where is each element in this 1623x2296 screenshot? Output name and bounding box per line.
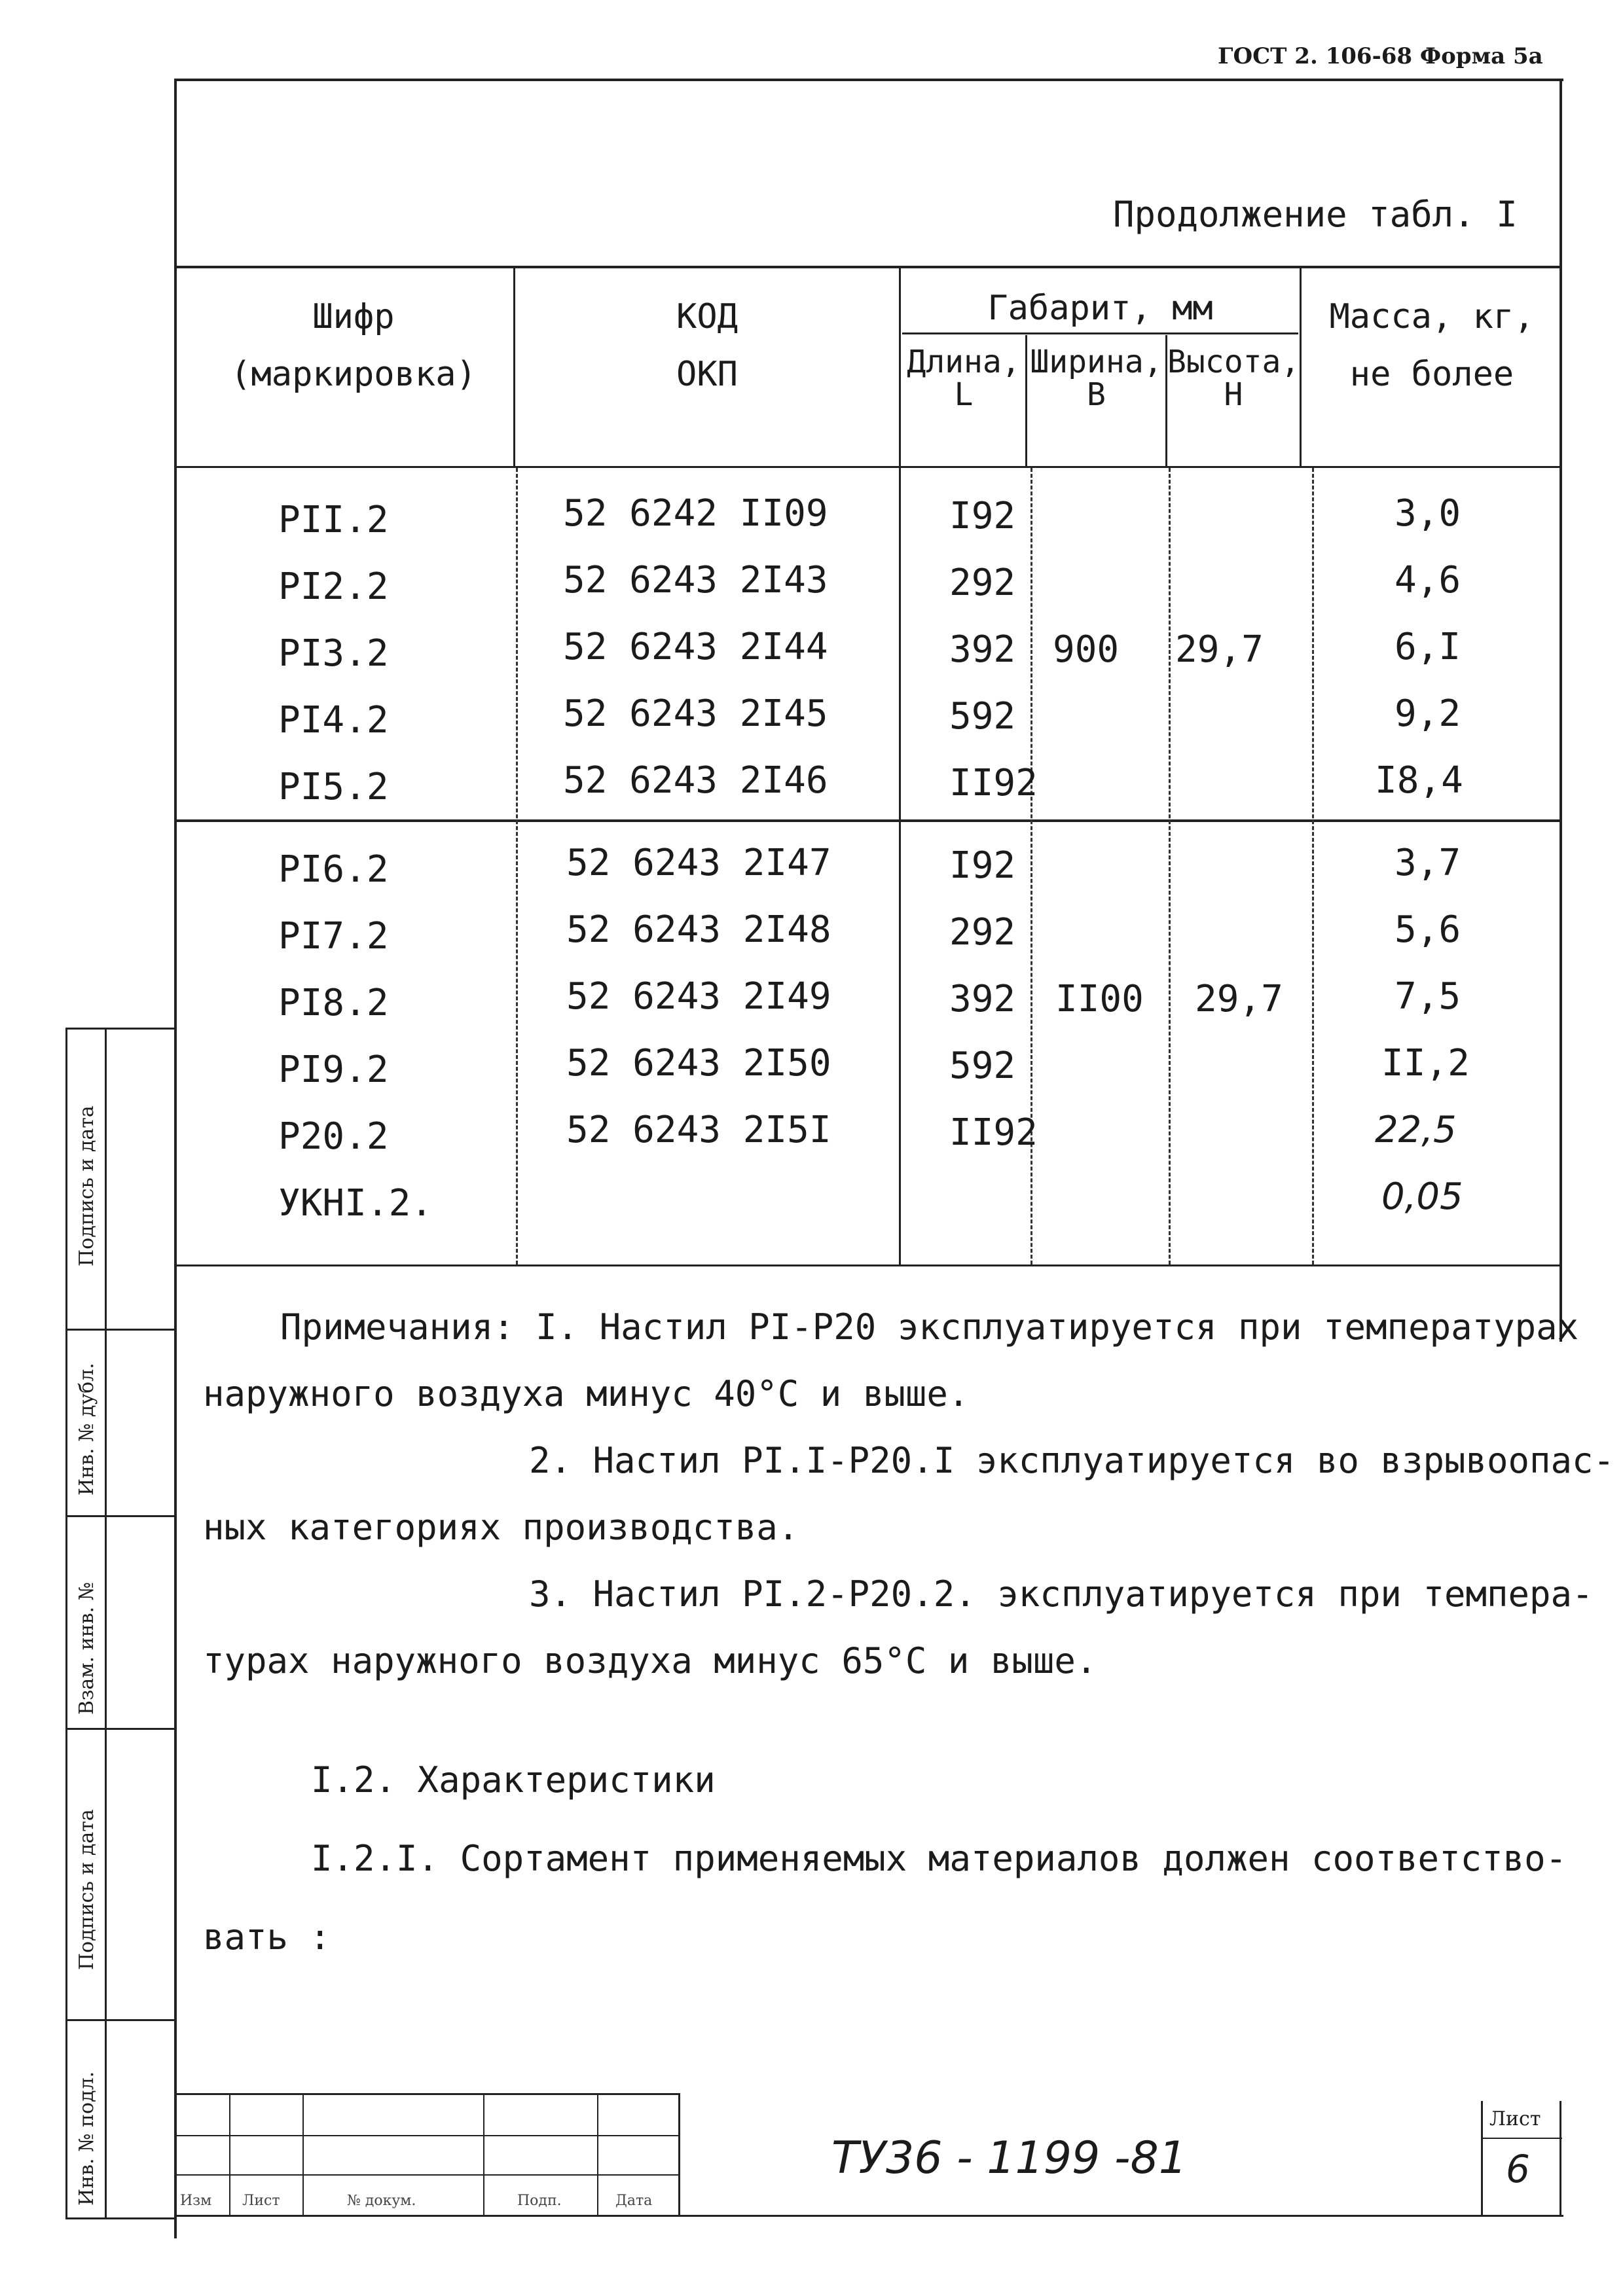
stamp-col: [678, 2093, 680, 2215]
stamp-bottom: [175, 2215, 1563, 2217]
table-row-code: УКНI.2.: [278, 1182, 433, 1225]
stamp-label-sheet: Лист: [242, 2193, 280, 2209]
table-row-mass: 9,2: [1395, 692, 1461, 735]
table-row-length: II92: [949, 1111, 1038, 1154]
section-para-1: I.2.I. Сортамент применяемых материалов должен соответство-: [311, 1838, 1567, 1879]
table-row-mass: 22,5: [1375, 1109, 1457, 1151]
table-row-mass: 4,6: [1395, 559, 1461, 601]
table-row-mass: 6,I: [1395, 626, 1461, 668]
stamp-col: [597, 2093, 598, 2215]
table-row-length: II92: [949, 762, 1038, 804]
note-2a: 2. Настил PI.I-P20.I эксплуатируется во взрывоопас-: [529, 1440, 1615, 1481]
table-row-okp: 52 6243 2I49: [566, 975, 831, 1018]
table-row-okp: 52 6243 2I46: [563, 759, 828, 802]
sheet-label: Лист: [1489, 2108, 1541, 2130]
header-code-line1: Шифр: [312, 297, 395, 336]
table-row-length: I92: [949, 844, 1016, 887]
col-line-1: [513, 266, 515, 466]
stamp-col: [229, 2093, 230, 2215]
note-1a: Примечания: I. Настил PI-P20 эксплуатируется при температурах: [280, 1306, 1579, 1348]
table-row-okp: 52 6242 II09: [563, 492, 828, 535]
col-line-2: [899, 266, 901, 1265]
section-title: I.2. Характеристики: [311, 1759, 716, 1801]
header-bottom: [175, 466, 1562, 468]
table-row-mass: 0,05: [1381, 1175, 1463, 1218]
table-row-length: 592: [949, 695, 1016, 738]
table-row-code: PI5.2: [278, 766, 389, 808]
table-row-code: PI4.2: [278, 699, 389, 742]
header-code-line2: (маркировка): [230, 355, 477, 395]
table-row-okp: 52 6243 2I43: [563, 559, 828, 601]
side-label-dup-inv: Инв. № дубл.: [75, 1363, 98, 1496]
header-okp-line2: ОКП: [676, 355, 738, 395]
table-row-code: PI6.2: [278, 848, 389, 891]
group2-height: 29,7: [1195, 978, 1283, 1020]
side-strip-sep: [65, 1728, 175, 1730]
stamp-label-sign: Подп.: [517, 2193, 562, 2209]
side-label-replace-inv: Взам. инв. №: [75, 1581, 98, 1715]
table-row-length: 592: [949, 1045, 1016, 1087]
note-3b: турах наружного воздуха минус 65°С и выше.: [203, 1640, 1097, 1681]
table-row-okp: 52 6243 2I5I: [566, 1109, 831, 1151]
table-row-mass: 7,5: [1395, 975, 1461, 1018]
header-height-line2: Н: [1224, 376, 1243, 414]
table-row-length: 292: [949, 562, 1016, 604]
group1-height: 29,7: [1175, 628, 1264, 671]
header-length-line2: L: [954, 376, 974, 414]
group1-width: 900: [1053, 628, 1120, 671]
note-2b: ных категориях производства.: [203, 1507, 799, 1548]
sheet-number: 6: [1506, 2147, 1530, 2191]
table-bottom: [175, 1265, 1562, 1266]
stamp-row: [175, 2135, 680, 2136]
side-label-signature-2: Подпись и дата: [75, 1809, 98, 1970]
header-dims: Габарит, мм: [987, 289, 1213, 328]
table-row-code: PI2.2: [278, 565, 389, 608]
table-row-mass: 3,0: [1395, 492, 1461, 535]
table-row-mass: II,2: [1381, 1042, 1470, 1085]
header-width-line1: Ширина,: [1030, 344, 1163, 380]
stamp-sheet-row: [1481, 2138, 1562, 2139]
header-okp-line1: КОД: [676, 297, 738, 336]
header-mass-line2: не более: [1349, 355, 1514, 395]
table-row-code: PII.2: [278, 499, 389, 541]
continuation-label: Продолжение табл. I: [1113, 194, 1518, 235]
document-number: ТУ36 - 1199 -81: [831, 2132, 1188, 2184]
col-line-4-body: [1169, 468, 1171, 1265]
side-label-signature-1: Подпись и дата: [75, 1105, 98, 1266]
frame-top: [175, 79, 1563, 81]
side-strip-sep: [65, 2019, 175, 2021]
table-row-length: 392: [949, 628, 1016, 671]
side-strip-top: [65, 1028, 175, 1030]
table-row-okp: 52 6243 2I48: [566, 908, 831, 951]
col-line-5-body: [1312, 468, 1314, 1265]
stamp-label-change: Изм: [180, 2193, 212, 2209]
stamp-col: [483, 2093, 484, 2215]
stamp-label-doc: № докум.: [347, 2193, 416, 2209]
table-row-length: I92: [949, 495, 1016, 537]
table-row-okp: 52 6243 2I45: [563, 692, 828, 735]
table-row-okp: 52 6243 2I44: [563, 626, 828, 668]
stamp-col: [302, 2093, 304, 2215]
table-row-code: PI7.2: [278, 915, 389, 958]
header-width-line2: В: [1087, 376, 1106, 414]
table-row-code: PI3.2: [278, 632, 389, 675]
section-para-2: вать :: [203, 1916, 331, 1958]
stamp-row: [175, 2174, 680, 2176]
stamp-top: [175, 2093, 680, 2095]
table-top: [175, 266, 1562, 268]
table-row-okp: 52 6243 2I50: [566, 1042, 831, 1085]
table-row-code: P20.2: [278, 1115, 389, 1158]
group-divider: [175, 819, 1562, 822]
frame-left: [174, 79, 177, 2238]
stamp-label-date: Дата: [615, 2193, 653, 2209]
side-strip-mid: [105, 1028, 107, 2219]
form-header: ГОСТ 2. 106-68 Форма 5а: [1218, 43, 1543, 69]
table-row-okp: 52 6243 2I47: [566, 842, 831, 884]
table-row-length: 392: [949, 978, 1016, 1020]
header-okp: [517, 288, 897, 404]
side-strip-sep: [65, 1329, 175, 1331]
header-height-line1: Высота,: [1167, 344, 1300, 380]
header-length: [902, 346, 1025, 412]
side-strip-sep: [65, 1515, 175, 1517]
table-row-length: 292: [949, 911, 1016, 954]
header-mass: [1302, 288, 1562, 404]
header-height: [1167, 346, 1300, 412]
stamp-sheet-col: [1481, 2101, 1483, 2215]
header-width: [1027, 346, 1165, 412]
side-label-orig-inv: Инв. № подл.: [75, 2071, 98, 2206]
note-3a: 3. Настил PI.2-P20.2. эксплуатируется при темпера-: [529, 1573, 1594, 1615]
table-row-mass: 3,7: [1395, 842, 1461, 884]
header-length-line1: Длина,: [907, 344, 1021, 380]
note-1b: наружного воздуха минус 40°С и выше.: [203, 1373, 970, 1414]
stamp-right: [1559, 2101, 1561, 2215]
table-row-mass: 5,6: [1395, 908, 1461, 951]
side-strip-left: [65, 1028, 67, 2219]
col-line-1-body: [516, 468, 518, 1265]
header-mass-line1: Масса, кг,: [1329, 297, 1535, 336]
table-row-code: PI9.2: [278, 1049, 389, 1091]
table-row-mass: I8,4: [1375, 759, 1463, 802]
table-row-code: PI8.2: [278, 982, 389, 1024]
header-code: [196, 288, 511, 404]
dims-underline: [902, 332, 1298, 334]
side-strip-bottom: [65, 2217, 175, 2219]
group2-width: II00: [1055, 978, 1144, 1020]
